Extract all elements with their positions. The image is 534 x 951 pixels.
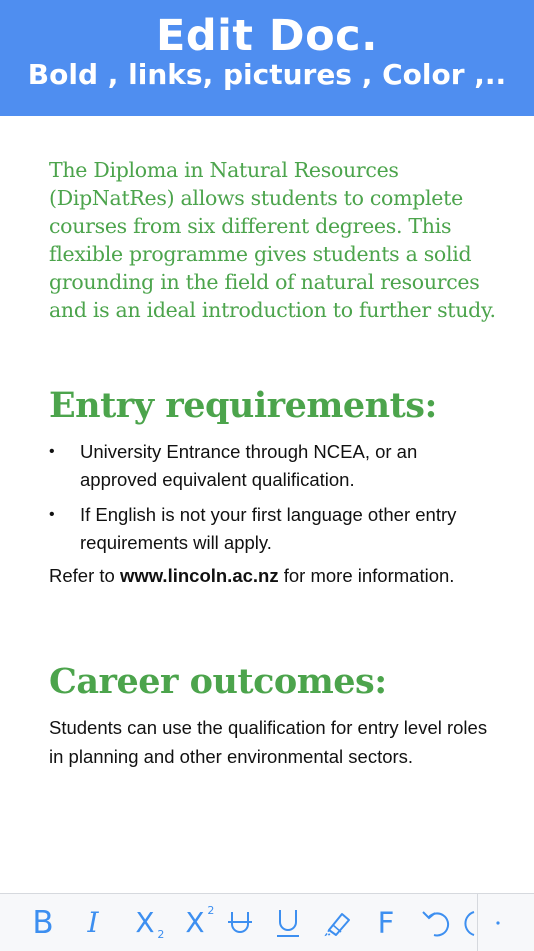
strikethrough-button[interactable]: [224, 894, 256, 951]
superscript-icon: [185, 904, 215, 939]
toolbar-divider: [477, 894, 478, 951]
bullet-marker: •: [49, 506, 55, 523]
redo-button[interactable]: [462, 894, 476, 951]
website-link[interactable]: www.lincoln.ac.nz: [119, 565, 279, 586]
more-icon: [493, 918, 503, 928]
highlighter-button[interactable]: [321, 894, 355, 951]
subscript-letter: X: [135, 906, 155, 939]
document-editor[interactable]: [49, 156, 504, 767]
strikethrough-icon: [226, 908, 254, 938]
highlighter-icon: [323, 908, 353, 938]
font-button[interactable]: [372, 894, 400, 951]
list-item: [49, 438, 469, 494]
list-item-text: University Entrance through NCEA, or an approved equivalent qualification.: [80, 441, 418, 490]
formatting-toolbar: [0, 893, 534, 951]
superscript-mark: 2: [207, 904, 215, 917]
list-item-text: If English is not your first language other entry requirements will apply.: [80, 504, 457, 553]
list-item: [49, 501, 469, 557]
banner-title: Edit Doc.: [156, 11, 378, 61]
subscript-button[interactable]: [127, 894, 163, 951]
underline-button[interactable]: [272, 894, 304, 951]
career-paragraph: Students can use the qualification for entry level roles in planning and other environmental sectors.: [49, 717, 488, 767]
font-icon: F: [377, 905, 395, 940]
superscript-letter: X: [185, 906, 205, 939]
underline-icon: [274, 907, 302, 939]
undo-icon: [420, 909, 452, 937]
entry-requirements-list: [49, 438, 469, 564]
italic-icon: I: [87, 906, 99, 939]
career-outcomes-heading: Career outcomes:: [49, 661, 387, 702]
refer-paragraph: [49, 562, 469, 591]
intro-paragraph: The Diploma in Natural Resources (DipNatRes) allows students to complete courses from six different degrees. This flexible programme gives students a solid grounding in the field of natural resources and is an ideal introduction to further study.: [49, 158, 496, 322]
more-button[interactable]: [486, 894, 510, 951]
subscript-mark: 2: [157, 928, 165, 941]
entry-requirements-heading: Entry requirements:: [49, 385, 437, 426]
undo-button[interactable]: [418, 894, 454, 951]
redo-icon: [462, 909, 476, 937]
bold-icon: B: [32, 904, 54, 941]
bold-button[interactable]: [26, 894, 60, 951]
refer-suffix: for more information.: [278, 565, 455, 586]
refer-prefix: Refer to: [49, 565, 120, 586]
subscript-icon: [135, 906, 165, 941]
app-banner: [0, 0, 534, 116]
banner-subtitle: Bold , links, pictures , Color ,..: [27, 58, 507, 91]
bullet-marker: •: [49, 443, 55, 460]
superscript-button[interactable]: [177, 894, 213, 951]
italic-button[interactable]: [80, 894, 106, 951]
